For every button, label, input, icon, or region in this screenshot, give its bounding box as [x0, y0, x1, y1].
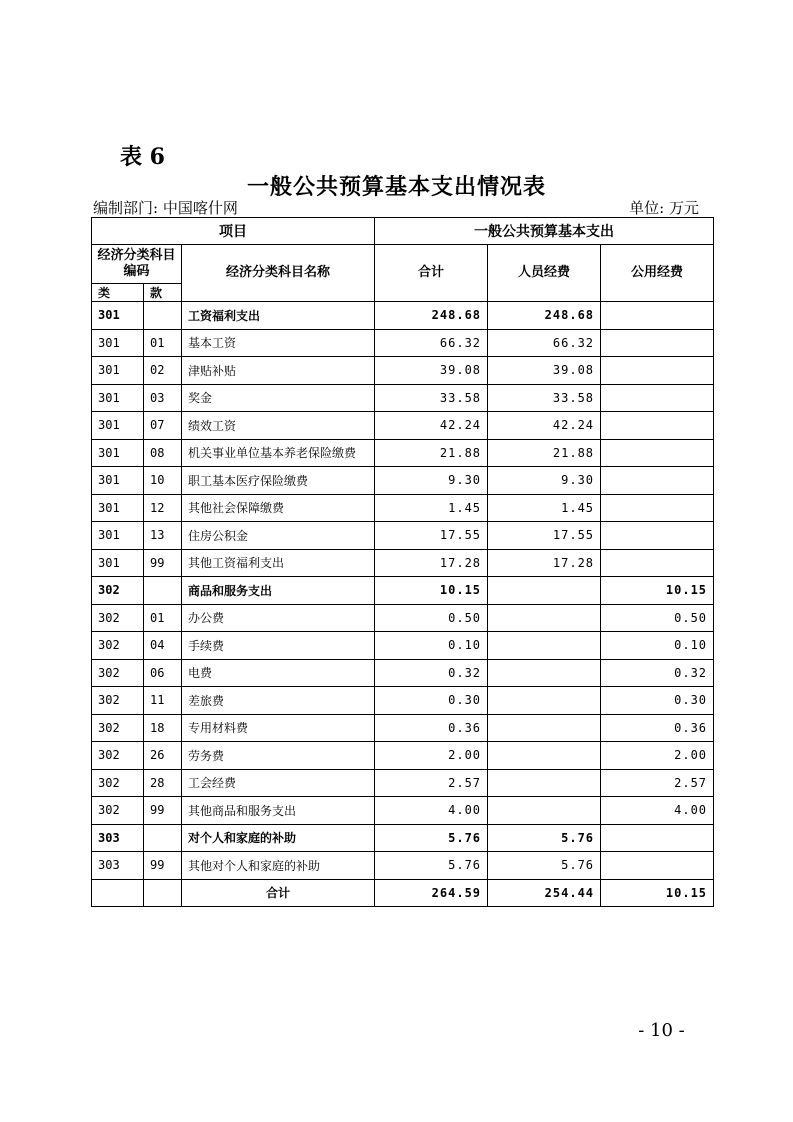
page-number-text: - 10 - [638, 1020, 685, 1041]
table-row [92, 824, 714, 852]
personnel-cell [488, 797, 601, 825]
total-kuan-cell [144, 879, 182, 907]
class-code-cell: 301 [92, 549, 144, 577]
total-cell: 0.32 [375, 659, 488, 687]
item-name-cell: 其他对个人和家庭的补助 [182, 852, 375, 880]
section-code-cell [144, 577, 182, 605]
header-section: 款 [144, 284, 182, 302]
item-name-cell: 办公费 [182, 604, 375, 632]
class-code-cell: 302 [92, 577, 144, 605]
total-cell: 21.88 [375, 439, 488, 467]
table-row [92, 659, 714, 687]
department-label: 编制部门: 中国喀什网 [93, 199, 238, 217]
item-name-cell: 差旅费 [182, 687, 375, 715]
personnel-cell: 21.88 [488, 439, 601, 467]
section-code-cell: 26 [144, 742, 182, 770]
personnel-cell: 17.55 [488, 522, 601, 550]
table-row [92, 604, 714, 632]
total-cell: 33.58 [375, 384, 488, 412]
total-cell: 9.30 [375, 467, 488, 495]
class-code-cell: 302 [92, 687, 144, 715]
public-cell: 0.10 [601, 632, 714, 660]
public-cell: 0.50 [601, 604, 714, 632]
public-cell [601, 467, 714, 495]
class-code-cell: 302 [92, 604, 144, 632]
total-cell: 17.55 [375, 522, 488, 550]
public-cell: 10.15 [601, 577, 714, 605]
public-cell [601, 494, 714, 522]
total-label: 合计 [182, 879, 375, 907]
table-row [92, 384, 714, 412]
class-code-cell: 301 [92, 522, 144, 550]
total-cell: 0.50 [375, 604, 488, 632]
item-name-cell: 津贴补贴 [182, 357, 375, 385]
item-name-cell: 劳务费 [182, 742, 375, 770]
item-name-cell: 手续费 [182, 632, 375, 660]
item-name-cell: 工会经费 [182, 769, 375, 797]
table-row [92, 549, 714, 577]
personnel-cell: 42.24 [488, 412, 601, 440]
table-row [92, 769, 714, 797]
public-cell: 0.36 [601, 714, 714, 742]
section-code-cell: 99 [144, 549, 182, 577]
public-cell [601, 412, 714, 440]
personnel-cell: 1.45 [488, 494, 601, 522]
section-code-cell: 12 [144, 494, 182, 522]
class-code-cell: 302 [92, 659, 144, 687]
table-row [92, 439, 714, 467]
table-row [92, 522, 714, 550]
section-code-cell: 03 [144, 384, 182, 412]
public-cell [601, 439, 714, 467]
page-title: 一般公共预算基本支出情况表 [246, 174, 546, 200]
page-number [0, 1020, 793, 1041]
header-total: 合计 [375, 245, 488, 302]
class-code-cell: 301 [92, 494, 144, 522]
total-sum: 264.59 [375, 879, 488, 907]
section-code-cell [144, 302, 182, 330]
total-personnel: 254.44 [488, 879, 601, 907]
section-code-cell: 99 [144, 852, 182, 880]
personnel-cell: 33.58 [488, 384, 601, 412]
class-code-cell: 302 [92, 714, 144, 742]
section-code-cell: 10 [144, 467, 182, 495]
public-cell [601, 302, 714, 330]
table-row [92, 412, 714, 440]
personnel-cell: 5.76 [488, 852, 601, 880]
class-code-cell: 303 [92, 852, 144, 880]
total-cls-cell [92, 879, 144, 907]
table-row [92, 714, 714, 742]
item-name-cell: 机关事业单位基本养老保险缴费 [182, 439, 375, 467]
public-cell: 0.32 [601, 659, 714, 687]
item-name-cell: 其他工资福利支出 [182, 549, 375, 577]
personnel-cell: 39.08 [488, 357, 601, 385]
header-code: 经济分类科目编码 [92, 245, 182, 284]
table-row [92, 687, 714, 715]
section-code-cell: 06 [144, 659, 182, 687]
total-public: 10.15 [601, 879, 714, 907]
class-code-cell: 301 [92, 384, 144, 412]
public-cell [601, 549, 714, 577]
table-row [92, 632, 714, 660]
item-name-cell: 绩效工资 [182, 412, 375, 440]
item-name-cell: 职工基本医疗保险缴费 [182, 467, 375, 495]
personnel-cell [488, 632, 601, 660]
total-cell: 1.45 [375, 494, 488, 522]
section-code-cell: 01 [144, 604, 182, 632]
section-code-cell: 07 [144, 412, 182, 440]
unit-label: 单位: 万元 [629, 199, 699, 217]
public-cell: 2.00 [601, 742, 714, 770]
personnel-cell [488, 769, 601, 797]
total-cell: 2.57 [375, 769, 488, 797]
class-code-cell: 301 [92, 302, 144, 330]
total-cell: 42.24 [375, 412, 488, 440]
personnel-cell [488, 687, 601, 715]
personnel-cell: 5.76 [488, 824, 601, 852]
section-code-cell: 01 [144, 329, 182, 357]
class-code-cell: 301 [92, 467, 144, 495]
class-code-cell: 301 [92, 439, 144, 467]
public-cell: 0.30 [601, 687, 714, 715]
item-name-cell: 电费 [182, 659, 375, 687]
public-cell [601, 824, 714, 852]
table-row [92, 742, 714, 770]
total-cell: 10.15 [375, 577, 488, 605]
class-code-cell: 301 [92, 412, 144, 440]
public-cell [601, 852, 714, 880]
item-name-cell: 对个人和家庭的补助 [182, 824, 375, 852]
class-code-cell: 301 [92, 357, 144, 385]
class-code-cell: 302 [92, 769, 144, 797]
total-cell: 39.08 [375, 357, 488, 385]
section-code-cell: 18 [144, 714, 182, 742]
public-cell [601, 357, 714, 385]
total-cell: 4.00 [375, 797, 488, 825]
personnel-cell [488, 577, 601, 605]
class-code-cell: 303 [92, 824, 144, 852]
personnel-cell: 9.30 [488, 467, 601, 495]
total-row [92, 879, 714, 907]
class-code-cell: 301 [92, 329, 144, 357]
total-cell: 0.36 [375, 714, 488, 742]
item-name-cell: 其他社会保障缴费 [182, 494, 375, 522]
class-code-cell: 302 [92, 742, 144, 770]
section-code-cell: 04 [144, 632, 182, 660]
total-cell: 17.28 [375, 549, 488, 577]
table-row [92, 797, 714, 825]
item-name-cell: 奖金 [182, 384, 375, 412]
personnel-cell [488, 659, 601, 687]
total-cell: 66.32 [375, 329, 488, 357]
total-cell: 5.76 [375, 852, 488, 880]
section-code-cell: 99 [144, 797, 182, 825]
section-code-cell: 11 [144, 687, 182, 715]
total-cell: 2.00 [375, 742, 488, 770]
personnel-cell [488, 604, 601, 632]
total-cell: 0.10 [375, 632, 488, 660]
item-name-cell: 基本工资 [182, 329, 375, 357]
table-row [92, 302, 714, 330]
item-name-cell: 专用材料费 [182, 714, 375, 742]
table-row [92, 852, 714, 880]
total-cell: 5.76 [375, 824, 488, 852]
table-row [92, 467, 714, 495]
section-code-cell: 02 [144, 357, 182, 385]
personnel-cell: 66.32 [488, 329, 601, 357]
personnel-cell [488, 742, 601, 770]
header-item: 项目 [92, 218, 375, 245]
personnel-cell: 17.28 [488, 549, 601, 577]
public-cell [601, 522, 714, 550]
personnel-cell: 248.68 [488, 302, 601, 330]
table-row [92, 494, 714, 522]
header-class: 类 [92, 284, 144, 302]
total-cell: 0.30 [375, 687, 488, 715]
header-public: 公用经费 [601, 245, 714, 302]
class-code-cell: 302 [92, 797, 144, 825]
section-code-cell: 28 [144, 769, 182, 797]
item-name-cell: 工资福利支出 [182, 302, 375, 330]
table-label: 表 6 [120, 144, 165, 170]
header-name: 经济分类科目名称 [182, 245, 375, 302]
item-name-cell: 商品和服务支出 [182, 577, 375, 605]
personnel-cell [488, 714, 601, 742]
table-row [92, 329, 714, 357]
table-row [92, 577, 714, 605]
public-cell [601, 384, 714, 412]
section-code-cell: 13 [144, 522, 182, 550]
header-budget: 一般公共预算基本支出 [375, 218, 714, 245]
public-cell: 2.57 [601, 769, 714, 797]
budget-table [91, 217, 714, 907]
header-personnel: 人员经费 [488, 245, 601, 302]
public-cell [601, 329, 714, 357]
class-code-cell: 302 [92, 632, 144, 660]
total-cell: 248.68 [375, 302, 488, 330]
section-code-cell [144, 824, 182, 852]
item-name-cell: 其他商品和服务支出 [182, 797, 375, 825]
item-name-cell: 住房公积金 [182, 522, 375, 550]
section-code-cell: 08 [144, 439, 182, 467]
public-cell: 4.00 [601, 797, 714, 825]
table-row [92, 357, 714, 385]
